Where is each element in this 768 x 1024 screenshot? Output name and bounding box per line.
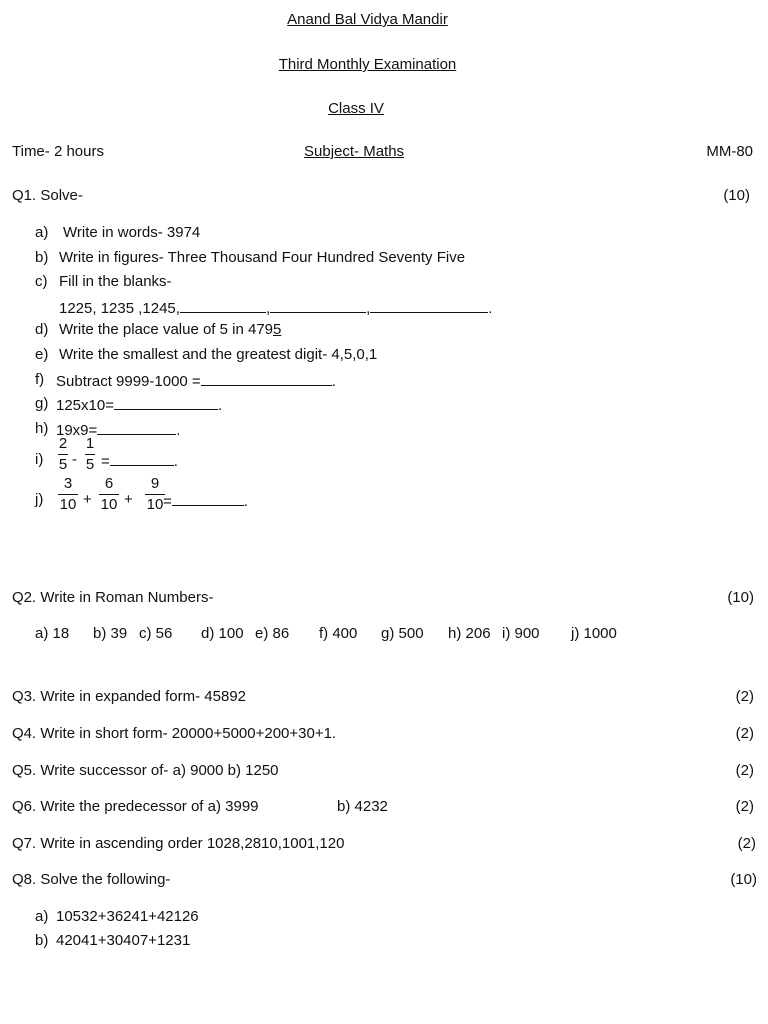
q4-marks: (2) — [735, 725, 754, 742]
q8-title: Q8. Solve the following- — [12, 871, 171, 888]
blank-answer[interactable] — [172, 491, 244, 506]
blank-answer[interactable] — [110, 451, 174, 466]
q1i-label: i) — [35, 451, 44, 468]
q1c-sequence — [59, 298, 492, 318]
roman-item: g) 500 — [381, 625, 424, 642]
q7-title: Q7. Write in ascending order 1028,2810,1001,120 — [12, 835, 345, 852]
time-label: Time- 2 hours — [12, 143, 104, 160]
q7-marks: (2) — [737, 835, 756, 852]
q1d-text — [59, 321, 281, 339]
blank-1[interactable] — [180, 298, 266, 313]
roman-item: d) 100 — [201, 625, 244, 642]
blank-answer[interactable] — [114, 395, 218, 410]
q6-title: Q6. Write the predecessor of a) 3999 — [12, 798, 259, 815]
fraction-2-5 — [58, 436, 68, 473]
denominator: 5 — [58, 456, 68, 473]
numerator: 9 — [150, 475, 160, 492]
equals-sign: = — [163, 493, 172, 510]
fraction-3-10 — [58, 476, 78, 513]
q6-part-b: b) 4232 — [337, 798, 388, 815]
numerator: 2 — [58, 435, 68, 452]
roman-item: a) 18 — [35, 625, 70, 642]
period: . — [173, 453, 178, 470]
exam-title: Third Monthly Examination — [278, 56, 457, 73]
comma-2: , — [366, 300, 371, 317]
denominator: 10 — [100, 496, 118, 513]
denominator: 10 — [146, 496, 164, 513]
fraction-bar — [85, 454, 95, 455]
roman-item: j) 1000 — [571, 625, 617, 642]
q8a-label: a) — [35, 908, 49, 925]
plus-sign: + — [83, 491, 92, 508]
period: . — [243, 493, 248, 510]
max-marks: MM-80 — [706, 143, 753, 160]
denominator: 5 — [85, 456, 95, 473]
fraction-9-10 — [145, 476, 165, 513]
blank-answer[interactable] — [201, 371, 332, 386]
period: . — [488, 300, 493, 317]
fraction-1-5 — [85, 436, 95, 473]
school-name: Anand Bal Vidya Mandir — [287, 11, 448, 28]
class-label: Class IV — [328, 100, 384, 117]
q1c-label: c) — [35, 273, 48, 290]
q1i-answer — [101, 451, 178, 471]
q1f-text — [56, 371, 336, 391]
q1b-label: b) — [35, 249, 49, 266]
q8-marks: (10) — [730, 871, 757, 888]
q1j-label: j) — [35, 491, 44, 508]
q1f-label: f) — [35, 371, 45, 388]
q1h-main-text: 19x9= — [56, 422, 98, 439]
q1-marks: (10) — [723, 187, 750, 204]
q1c-text: Fill in the blanks- — [59, 273, 172, 290]
q3-marks: (2) — [735, 688, 754, 705]
q1f-main-text: Subtract 9999-1000 = — [56, 373, 201, 390]
blank-3[interactable] — [370, 298, 488, 313]
q1e-label: e) — [35, 346, 49, 363]
sequence-text: 1225, 1235 ,1245, — [59, 300, 180, 317]
period: . — [331, 373, 336, 390]
period: . — [217, 397, 223, 414]
fraction-bar — [58, 494, 78, 495]
roman-item: b) 39 — [93, 625, 128, 642]
fraction-bar — [99, 494, 119, 495]
denominator: 10 — [59, 496, 77, 513]
q8a-text: 10532+36241+42126 — [56, 908, 199, 925]
subject-label: Subject- Maths — [304, 143, 405, 160]
plus-sign: + — [124, 491, 133, 508]
q1d-label: d) — [35, 321, 49, 338]
q8b-text: 42041+30407+1231 — [56, 932, 191, 949]
q1g-main-text: 125x10= — [56, 397, 114, 414]
q1d-main-text: Write the place value of 5 in 479 — [59, 321, 274, 338]
q1h-text — [56, 420, 180, 440]
fraction-6-10 — [99, 476, 119, 513]
numerator: 6 — [104, 475, 114, 492]
period: . — [176, 422, 181, 439]
blank-2[interactable] — [270, 298, 366, 313]
q1g-label: g) — [35, 395, 49, 412]
roman-item: c) 56 — [139, 625, 173, 642]
equals-sign: = — [101, 453, 110, 470]
underlined-digit: 5 — [273, 321, 282, 338]
fraction-bar — [58, 454, 68, 455]
q6-marks: (2) — [735, 798, 754, 815]
q1j-answer — [163, 491, 248, 511]
q1a-label: a) — [35, 224, 49, 241]
q2-marks: (10) — [727, 589, 754, 606]
q1b-text: Write in figures- Three Thousand Four Hundred Seventy Five — [59, 249, 466, 266]
roman-item: f) 400 — [319, 625, 358, 642]
roman-item: e) 86 — [255, 625, 290, 642]
roman-item: i) 900 — [502, 625, 540, 642]
numerator: 3 — [63, 475, 73, 492]
numerator: 1 — [85, 435, 95, 452]
q1h-label: h) — [35, 420, 49, 437]
q1-title: Q1. Solve- — [12, 187, 83, 204]
blank-answer[interactable] — [97, 420, 176, 435]
q5-title: Q5. Write successor of- a) 9000 b) 1250 — [12, 762, 279, 779]
roman-item: h) 206 — [448, 625, 491, 642]
q3-title: Q3. Write in expanded form- 45892 — [12, 688, 247, 705]
q1g-text — [56, 395, 222, 415]
fraction-bar — [145, 494, 165, 495]
q1a-text: Write in words- 3974 — [63, 224, 201, 241]
q2-title: Q2. Write in Roman Numbers- — [12, 589, 214, 606]
minus-sign: - — [72, 451, 77, 468]
q1e-text: Write the smallest and the greatest digit- 4,5,0,1 — [59, 346, 378, 363]
q8b-label: b) — [35, 932, 49, 949]
comma-1: , — [265, 300, 271, 317]
q5-marks: (2) — [735, 762, 754, 779]
q4-title: Q4. Write in short form- 20000+5000+200+30+1. — [12, 725, 337, 742]
